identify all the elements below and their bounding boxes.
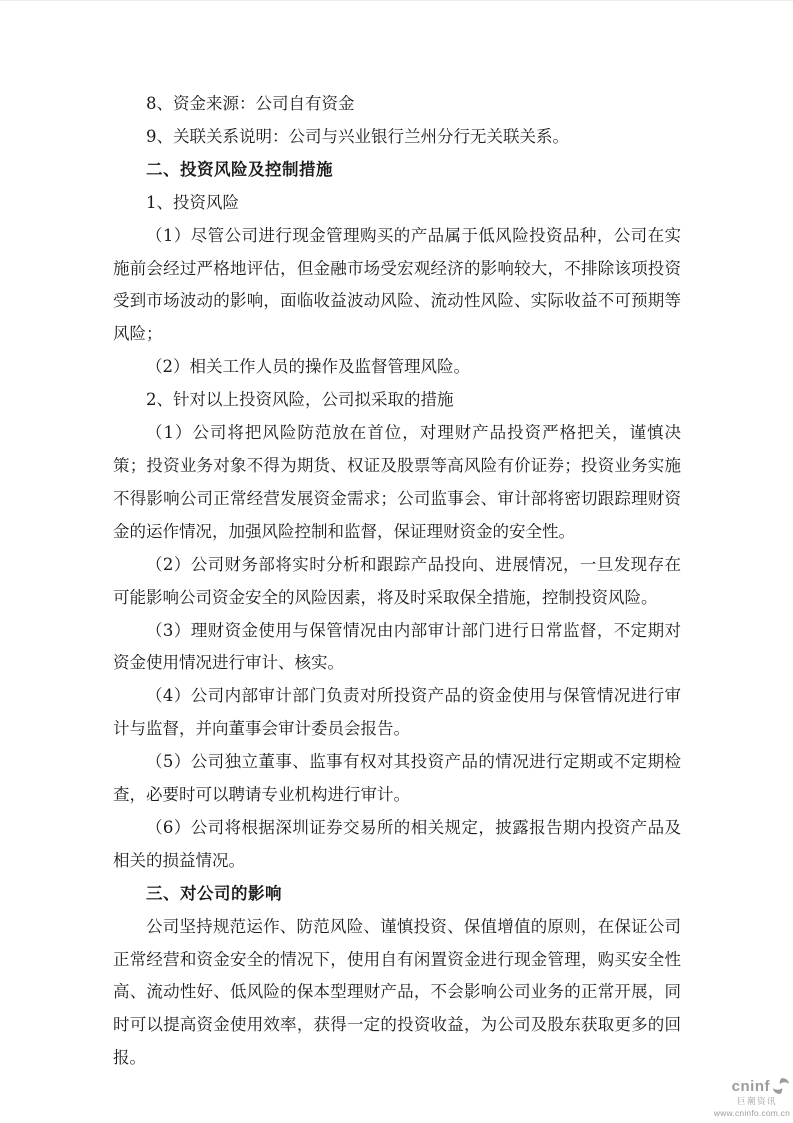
cninfo-logo — [680, 1077, 790, 1095]
paragraph: （4）公司内部审计部门负责对所投资产品的资金使用与保管情况进行审计与监督，并向董事会审计委员会报告。 — [113, 686, 681, 739]
paragraph: 8、资金来源：公司自有资金 — [146, 94, 355, 113]
paragraph: （5）公司独立董事、监事有权对其投资产品的情况进行定期或不定期检查，必要时可以聘请专业机构进行审计。 — [113, 752, 681, 805]
cninfo-logo-text: cninf — [731, 1077, 770, 1095]
document-body — [113, 88, 681, 1075]
cninfo-url: www.cninfo.com.cn — [713, 1107, 790, 1118]
paragraph: （2）公司财务部将实时分析和跟踪产品投向、进展情况，一旦发现存在可能影响公司资金安全的风险因素，将及时采取保全措施，控制投资风险。 — [113, 554, 681, 607]
paragraph: 1、投资风险 — [146, 192, 239, 212]
cninfo-swirl-icon — [772, 1077, 790, 1095]
paragraph: （3）理财资金使用与保管情况由内部审计部门进行日常监督，不定期对资金使用情况进行审计、核实。 — [113, 620, 681, 673]
paragraph: （2）相关工作人员的操作及监督管理风险。 — [146, 357, 470, 377]
paragraph: （1）尽管公司进行现金管理购买的产品属于低风险投资品种，公司在实施前会经过严格地评估，但金融市场受宏观经济的影响较大，不排除该项投资受到市场波动的影响，面临收益波动风险、流动性风险、实际收益不可预期等风险； — [113, 225, 681, 344]
paragraph: （1）公司将把风险防范放在首位，对理财产品投资严格把关，谨慎决策；投资业务对象不得为期货、权证及股票等高风险有价证券；投资业务实施不得影响公司正常经营发展资金需求；公司监事会、审计部将密切跟踪理财资金的运作情况，加强风险控制和监督，保证理财资金的安全性。 — [113, 423, 681, 541]
cninfo-chinese-name: 巨潮资讯 — [736, 1096, 777, 1106]
section-heading-2: 二、投资风险及控制措施 — [146, 159, 333, 179]
section-heading-3: 三、对公司的影响 — [146, 883, 282, 903]
paragraph: 公司坚持规范运作、防范风险、谨慎投资、保值增值的原则，在保证公司正常经营和资金安全的情况下，使用自有闲置资金进行现金管理，购买安全性高、流动性好、低风险的保本型理财产品，不会影响公司业务的正常开展，同时可以提高资金使用效率，获得一定的投资收益，为公司及股东获取更多的回报。 — [113, 916, 681, 1068]
paragraph: 2、针对以上投资风险，公司拟采取的措施 — [146, 390, 454, 410]
paragraph: （6）公司将根据深圳证券交易所的相关规定，披露报告期内投资产品及相关的损益情况。 — [113, 817, 681, 870]
paragraph: 9、关联关系说明：公司与兴业银行兰州分行无关联关系。 — [146, 126, 569, 146]
cninfo-watermark — [680, 1077, 790, 1117]
